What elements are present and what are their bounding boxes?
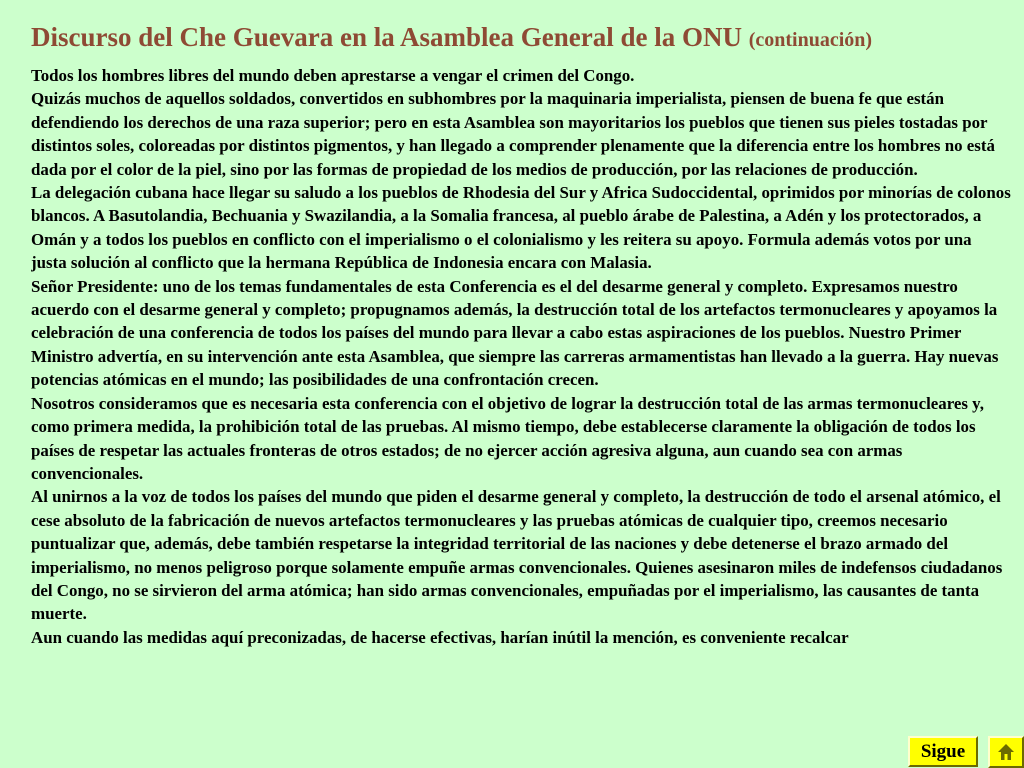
next-button[interactable]: Sigue (908, 736, 978, 767)
home-icon (997, 743, 1015, 761)
home-button[interactable] (988, 736, 1024, 768)
speech-body (31, 64, 1011, 728)
title-subtitle: (continuación) (748, 29, 873, 51)
paragraph: Señor Presidente: uno de los temas fundamentales de esta Conferencia es el del desarme general y completo. Expresamos nuestro acuerdo con el desarme general y completo; propugnamos además, la destrucción total de los artefactos termonucleares y apoyamos la celebración de una conferencia de todos los países del mundo para llevar a cabo estas aspiraciones de los pueblos. Nuestro Primer Ministro advertía, en su intervención ante esta Asamblea, que siempre las carreras armamentistas han llevado a la guerra. Hay nuevas potencias atómicas en el mundo; las posibilidades de una confrontación crecen. (31, 276, 999, 390)
paragraph: Nosotros consideramos que es necesaria esta conferencia con el objetivo de lograr la destrucción total de las armas termonucleares y, como primera medida, la prohibición total de las pruebas. Al mismo tiempo, debe establecerse claramente la obligación de todos los países de respetar las actuales fronteras de otros estados; de no ejercer acción agresiva alguna, aun cuando sea con armas convencionales. (31, 393, 984, 483)
paragraph: Todos los hombres libres del mundo deben aprestarse a vengar el crimen del Congo. (31, 66, 635, 85)
paragraph: Aun cuando las medidas aquí preconizadas, de hacerse efectivas, harían inútil la mención, es conveniente recalcar (31, 627, 849, 647)
paragraph: Al unirnos a la voz de todos los países del mundo que piden el desarme general y completo, la destrucción de todo el arsenal atómico, el cese absoluto de la fabricación de nuevos artefactos termonucleares y las pruebas atómicas de cualquier tipo, creemos necesario puntualizar que, además, debe también respetarse la integridad territorial de las naciones y debe detenerse el brazo armado del imperialismo, no menos peligroso porque solamente empuñe armas convencionales. Quienes asesinaron miles de indefensos ciudadanos del Congo, no se sirvieron del arma atómica; han sido armas convencionales, empuñadas por el imperialismo, las causantes de tanta muerte. (31, 487, 1003, 624)
paragraph: Quizás muchos de aquellos soldados, convertidos en subhombres por la maquinaria imperialista, piensen de buena fe que están defendiendo los derechos de una raza superior; pero en esta Asamblea son mayoritarios los pueblos que tienen sus pieles tostadas por distintos soles, coloreadas por distintos pigmentos, y han llegado a comprender plenamente que la diferencia entre los hombres no está dada por el color de la piel, sino por las formas de propiedad de los medios de producción, por las relaciones de producción. (31, 89, 995, 179)
title-text: Discurso del Che Guevara en la Asamblea General de la ONU (31, 22, 742, 52)
slide-title (31, 20, 872, 57)
paragraph: La delegación cubana hace llegar su saludo a los pueblos de Rhodesia del Sur y Africa Sudoccidental, oprimidos por minorías de colonos blancos. A Basutolandia, Bechuania y Swazilandia, a la Somalia francesa, al pueblo árabe de Palestina, a Adén y los protectorados, a Omán y a todos los pueblos en conflicto con el imperialismo o el colonialismo y les reitera su apoyo. Formula además votos por una justa solución al conflicto que la hermana República de Indonesia encara con Malasia. (31, 183, 1011, 273)
